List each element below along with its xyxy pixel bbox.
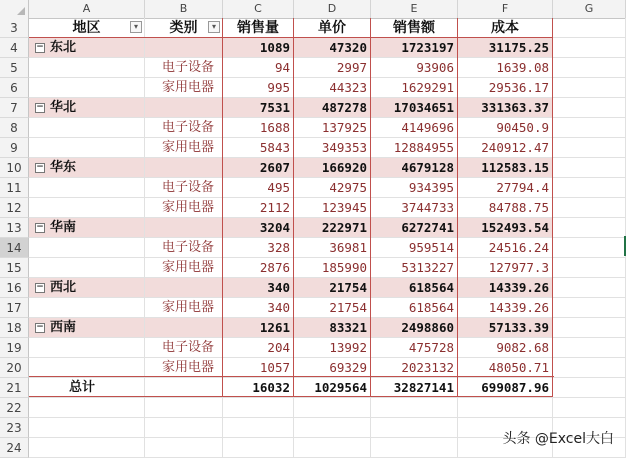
cell-a[interactable] <box>29 78 145 98</box>
cell-a[interactable] <box>29 158 145 178</box>
detail-row <box>0 338 626 358</box>
sales-cell[interactable]: 934395 <box>371 178 458 198</box>
qty-cell[interactable] <box>223 438 294 458</box>
qty-cell[interactable]: 3204 <box>223 218 294 238</box>
row-number[interactable]: 19 <box>0 338 29 358</box>
detail-row <box>0 118 626 138</box>
price-cell[interactable]: 42975 <box>294 178 371 198</box>
row-number[interactable]: 24 <box>0 438 29 458</box>
qty-cell[interactable] <box>223 418 294 438</box>
cell-g[interactable] <box>553 338 626 358</box>
detail-row <box>0 238 626 258</box>
cell-a[interactable] <box>29 98 145 118</box>
row-number[interactable]: 11 <box>0 178 29 198</box>
sales-cell[interactable]: 1629291 <box>371 78 458 98</box>
category-cell[interactable]: 电子设备 <box>145 178 223 198</box>
detail-row <box>0 78 626 98</box>
price-cell[interactable]: 21754 <box>294 278 371 298</box>
cell-g[interactable] <box>553 298 626 318</box>
region-name: 东北 <box>50 40 77 55</box>
qty-cell[interactable] <box>223 398 294 418</box>
row-number[interactable]: 12 <box>0 198 29 218</box>
collapse-icon[interactable]: − <box>36 281 44 292</box>
detail-row <box>0 258 626 278</box>
column-header-f[interactable]: F <box>458 0 553 18</box>
column-header-e[interactable]: E <box>371 0 458 18</box>
qty-cell[interactable]: 328 <box>223 238 294 258</box>
watermark-text: 头条 @Excel大白 <box>502 431 614 447</box>
region-name: 华北 <box>50 100 77 115</box>
cell-a[interactable] <box>29 178 145 198</box>
cost-cell[interactable]: 48050.71 <box>458 358 553 378</box>
detail-row <box>0 58 626 78</box>
column-header-g[interactable]: G <box>553 0 626 18</box>
divider-line <box>457 18 458 397</box>
row-number[interactable]: 6 <box>0 78 29 98</box>
region-row <box>0 38 626 58</box>
cell-a[interactable] <box>29 398 145 418</box>
cell-g[interactable] <box>553 258 626 278</box>
qty-cell[interactable]: 1261 <box>223 318 294 338</box>
price-cell[interactable]: 69329 <box>294 358 371 378</box>
region-filter-dropdown-icon[interactable]: ▾ <box>130 21 142 33</box>
price-cell[interactable]: 487278 <box>294 98 371 118</box>
cell-a[interactable] <box>29 138 145 158</box>
row-number[interactable]: 8 <box>0 118 29 138</box>
total-top-line <box>29 376 553 377</box>
grand-total-row <box>0 378 626 398</box>
category-cell[interactable]: 家用电器 <box>145 78 223 98</box>
sales-cell[interactable] <box>371 398 458 418</box>
collapse-icon[interactable]: − <box>36 221 44 232</box>
price-cell[interactable]: 349353 <box>294 138 371 158</box>
row-number[interactable]: 5 <box>0 58 29 78</box>
cost-cell[interactable]: 57133.39 <box>458 318 553 338</box>
cell-g[interactable] <box>553 138 626 158</box>
column-header-b[interactable]: B <box>145 0 223 18</box>
row-number[interactable]: 21 <box>0 378 29 398</box>
sales-cell[interactable]: 5313227 <box>371 258 458 278</box>
divider-line <box>293 18 294 397</box>
sales-cell[interactable]: 1723197 <box>371 38 458 58</box>
cell-g[interactable] <box>553 238 626 258</box>
sales-cell[interactable]: 17034651 <box>371 98 458 118</box>
price-cell[interactable]: 123945 <box>294 198 371 218</box>
cell-b[interactable] <box>145 98 223 118</box>
cell-g[interactable] <box>553 398 626 418</box>
price-cell[interactable] <box>294 398 371 418</box>
row-number[interactable]: 3 <box>0 18 29 38</box>
cell-a[interactable] <box>29 38 145 58</box>
sales-header[interactable]: 销售额 <box>371 18 458 38</box>
detail-row <box>0 198 626 218</box>
row-number[interactable]: 15 <box>0 258 29 278</box>
price-cell[interactable]: 166920 <box>294 158 371 178</box>
region-name: 西北 <box>50 280 77 295</box>
category-cell[interactable]: 家用电器 <box>145 258 223 278</box>
row-number[interactable]: 10 <box>0 158 29 178</box>
price-cell[interactable]: 44323 <box>294 78 371 98</box>
cost-cell[interactable]: 24516.24 <box>458 238 553 258</box>
price-cell[interactable]: 13992 <box>294 338 371 358</box>
cell-b[interactable] <box>145 398 223 418</box>
cost-cell[interactable]: 9082.68 <box>458 338 553 358</box>
category-cell[interactable]: 电子设备 <box>145 58 223 78</box>
row-number[interactable]: 16 <box>0 278 29 298</box>
pivot-header-row <box>0 18 626 38</box>
row-number[interactable]: 20 <box>0 358 29 378</box>
cost-cell[interactable]: 240912.47 <box>458 138 553 158</box>
cell-a[interactable] <box>29 278 145 298</box>
price-cell[interactable] <box>294 418 371 438</box>
cost-cell[interactable] <box>458 398 553 418</box>
sales-cell[interactable]: 959514 <box>371 238 458 258</box>
sales-cell[interactable]: 6272741 <box>371 218 458 238</box>
cost-cell[interactable]: 14339.26 <box>458 278 553 298</box>
cell-g[interactable] <box>553 58 626 78</box>
row-number[interactable]: 14 <box>0 238 29 258</box>
sales-cell[interactable] <box>371 438 458 458</box>
category-cell[interactable]: 电子设备 <box>145 338 223 358</box>
qty-cell[interactable]: 5843 <box>223 138 294 158</box>
cell-a[interactable] <box>29 438 145 458</box>
cost-cell[interactable]: 127977.3 <box>458 258 553 278</box>
price-cell[interactable]: 2997 <box>294 58 371 78</box>
collapse-icon[interactable]: − <box>36 101 44 112</box>
cell-b[interactable] <box>145 318 223 338</box>
cost-cell[interactable]: 331363.37 <box>458 98 553 118</box>
category-header[interactable] <box>145 18 223 38</box>
cell-a[interactable] <box>29 58 145 78</box>
category-cell[interactable]: 家用电器 <box>145 198 223 218</box>
row-number[interactable]: 4 <box>0 38 29 58</box>
category-header-label: 类别 <box>169 20 198 36</box>
cell-a[interactable] <box>29 198 145 218</box>
cell-a[interactable] <box>29 258 145 278</box>
qty-cell[interactable]: 2112 <box>223 198 294 218</box>
cell-a[interactable] <box>29 318 145 338</box>
sales-cell[interactable]: 32827141 <box>371 378 458 398</box>
category-cell[interactable]: 电子设备 <box>145 238 223 258</box>
category-filter-dropdown-icon[interactable]: ▾ <box>208 21 220 33</box>
sales-cell[interactable]: 4679128 <box>371 158 458 178</box>
empty-row <box>0 398 626 418</box>
region-name: 华南 <box>50 220 77 235</box>
category-cell[interactable]: 家用电器 <box>145 138 223 158</box>
price-cell[interactable]: 21754 <box>294 298 371 318</box>
cell-b[interactable] <box>145 418 223 438</box>
row-number[interactable]: 22 <box>0 398 29 418</box>
sales-cell[interactable]: 618564 <box>371 298 458 318</box>
cell-b[interactable] <box>145 438 223 458</box>
price-cell[interactable]: 1029564 <box>294 378 371 398</box>
row-number[interactable]: 23 <box>0 418 29 438</box>
row-number[interactable]: 7 <box>0 98 29 118</box>
cell-g[interactable] <box>553 98 626 118</box>
qty-cell[interactable]: 1057 <box>223 358 294 378</box>
cell-g[interactable] <box>553 378 626 398</box>
qty-cell[interactable]: 495 <box>223 178 294 198</box>
sales-cell[interactable]: 93906 <box>371 58 458 78</box>
cell-b[interactable] <box>145 38 223 58</box>
qty-cell[interactable]: 1688 <box>223 118 294 138</box>
qty-cell[interactable]: 204 <box>223 338 294 358</box>
cell-g[interactable] <box>553 318 626 338</box>
row-number[interactable]: 17 <box>0 298 29 318</box>
cell-g[interactable] <box>553 78 626 98</box>
category-cell[interactable]: 家用电器 <box>145 358 223 378</box>
qty-cell[interactable]: 2607 <box>223 158 294 178</box>
cell-b[interactable] <box>145 158 223 178</box>
price-cell[interactable]: 137925 <box>294 118 371 138</box>
cost-cell[interactable]: 31175.25 <box>458 38 553 58</box>
divider-line <box>552 18 553 397</box>
cost-cell[interactable]: 1639.08 <box>458 58 553 78</box>
qty-cell[interactable]: 340 <box>223 278 294 298</box>
region-row <box>0 278 626 298</box>
cost-header[interactable]: 成本 <box>458 18 553 38</box>
price-cell[interactable]: 222971 <box>294 218 371 238</box>
cell-g[interactable] <box>553 358 626 378</box>
sales-cell[interactable]: 2023132 <box>371 358 458 378</box>
detail-row <box>0 298 626 318</box>
column-header-a[interactable]: A <box>29 0 145 18</box>
price-cell[interactable]: 36981 <box>294 238 371 258</box>
detail-row <box>0 358 626 378</box>
column-header-c[interactable]: C <box>223 0 294 18</box>
column-header-d[interactable]: D <box>294 0 371 18</box>
qty-cell[interactable]: 16032 <box>223 378 294 398</box>
region-row <box>0 218 626 238</box>
region-row <box>0 98 626 118</box>
cell-b[interactable] <box>145 278 223 298</box>
select-all-corner[interactable] <box>0 0 29 18</box>
qty-cell[interactable]: 2876 <box>223 258 294 278</box>
row-number[interactable]: 9 <box>0 138 29 158</box>
row-number[interactable]: 18 <box>0 318 29 338</box>
cell-a[interactable] <box>29 338 145 358</box>
region-header[interactable] <box>29 18 145 38</box>
cell-a[interactable] <box>29 218 145 238</box>
detail-row <box>0 178 626 198</box>
cost-cell[interactable]: 699087.96 <box>458 378 553 398</box>
region-row <box>0 318 626 338</box>
qty-cell[interactable]: 995 <box>223 78 294 98</box>
sales-cell[interactable]: 3744733 <box>371 198 458 218</box>
cell-g[interactable] <box>553 178 626 198</box>
cost-cell[interactable]: 84788.75 <box>458 198 553 218</box>
collapse-icon[interactable]: − <box>36 321 44 332</box>
region-name: 西南 <box>50 320 77 335</box>
cell-g[interactable] <box>553 118 626 138</box>
cell-g[interactable] <box>553 38 626 58</box>
cell-a[interactable] <box>29 358 145 378</box>
column-header-bar <box>0 0 626 19</box>
region-row <box>0 158 626 178</box>
price-cell[interactable]: 83321 <box>294 318 371 338</box>
collapse-icon[interactable]: − <box>36 161 44 172</box>
cell-a[interactable] <box>29 238 145 258</box>
cell-a[interactable] <box>29 298 145 318</box>
total-bottom-line <box>29 396 553 397</box>
cost-cell[interactable]: 152493.54 <box>458 218 553 238</box>
cell-g[interactable] <box>553 198 626 218</box>
cell-b[interactable] <box>145 378 223 398</box>
cost-cell[interactable]: 29536.17 <box>458 78 553 98</box>
qty-cell[interactable]: 7531 <box>223 98 294 118</box>
sales-cell[interactable]: 2498860 <box>371 318 458 338</box>
region-header-label: 地区 <box>72 20 101 36</box>
cell-a[interactable] <box>29 118 145 138</box>
cost-cell[interactable]: 14339.26 <box>458 298 553 318</box>
row-number[interactable]: 13 <box>0 218 29 238</box>
price-header[interactable]: 单价 <box>294 18 371 38</box>
price-cell[interactable] <box>294 438 371 458</box>
cost-cell[interactable]: 112583.15 <box>458 158 553 178</box>
qty-cell[interactable]: 94 <box>223 58 294 78</box>
qty-header[interactable]: 销售量 <box>223 18 294 38</box>
cell-g[interactable] <box>553 158 626 178</box>
total-label: 总计 <box>69 380 96 395</box>
price-cell[interactable]: 185990 <box>294 258 371 278</box>
cell-a[interactable] <box>29 378 145 398</box>
cell-a[interactable] <box>29 418 145 438</box>
empty-cell[interactable] <box>553 18 626 38</box>
cost-cell[interactable]: 27794.4 <box>458 178 553 198</box>
header-bottom-line <box>29 37 553 38</box>
collapse-icon[interactable]: − <box>36 41 44 52</box>
sales-cell[interactable]: 4149696 <box>371 118 458 138</box>
qty-cell[interactable]: 340 <box>223 298 294 318</box>
divider-line <box>370 18 371 397</box>
sales-cell[interactable]: 618564 <box>371 278 458 298</box>
divider-line <box>222 18 223 397</box>
sales-cell[interactable] <box>371 418 458 438</box>
price-cell[interactable]: 47320 <box>294 38 371 58</box>
cost-cell[interactable]: 90450.9 <box>458 118 553 138</box>
cell-b[interactable] <box>145 218 223 238</box>
qty-cell[interactable]: 1089 <box>223 38 294 58</box>
sales-cell[interactable]: 12884955 <box>371 138 458 158</box>
sales-cell[interactable]: 475728 <box>371 338 458 358</box>
cell-g[interactable] <box>553 218 626 238</box>
region-name: 华东 <box>50 160 77 175</box>
cell-g[interactable] <box>553 278 626 298</box>
detail-row <box>0 138 626 158</box>
category-cell[interactable]: 家用电器 <box>145 298 223 318</box>
category-cell[interactable]: 电子设备 <box>145 118 223 138</box>
